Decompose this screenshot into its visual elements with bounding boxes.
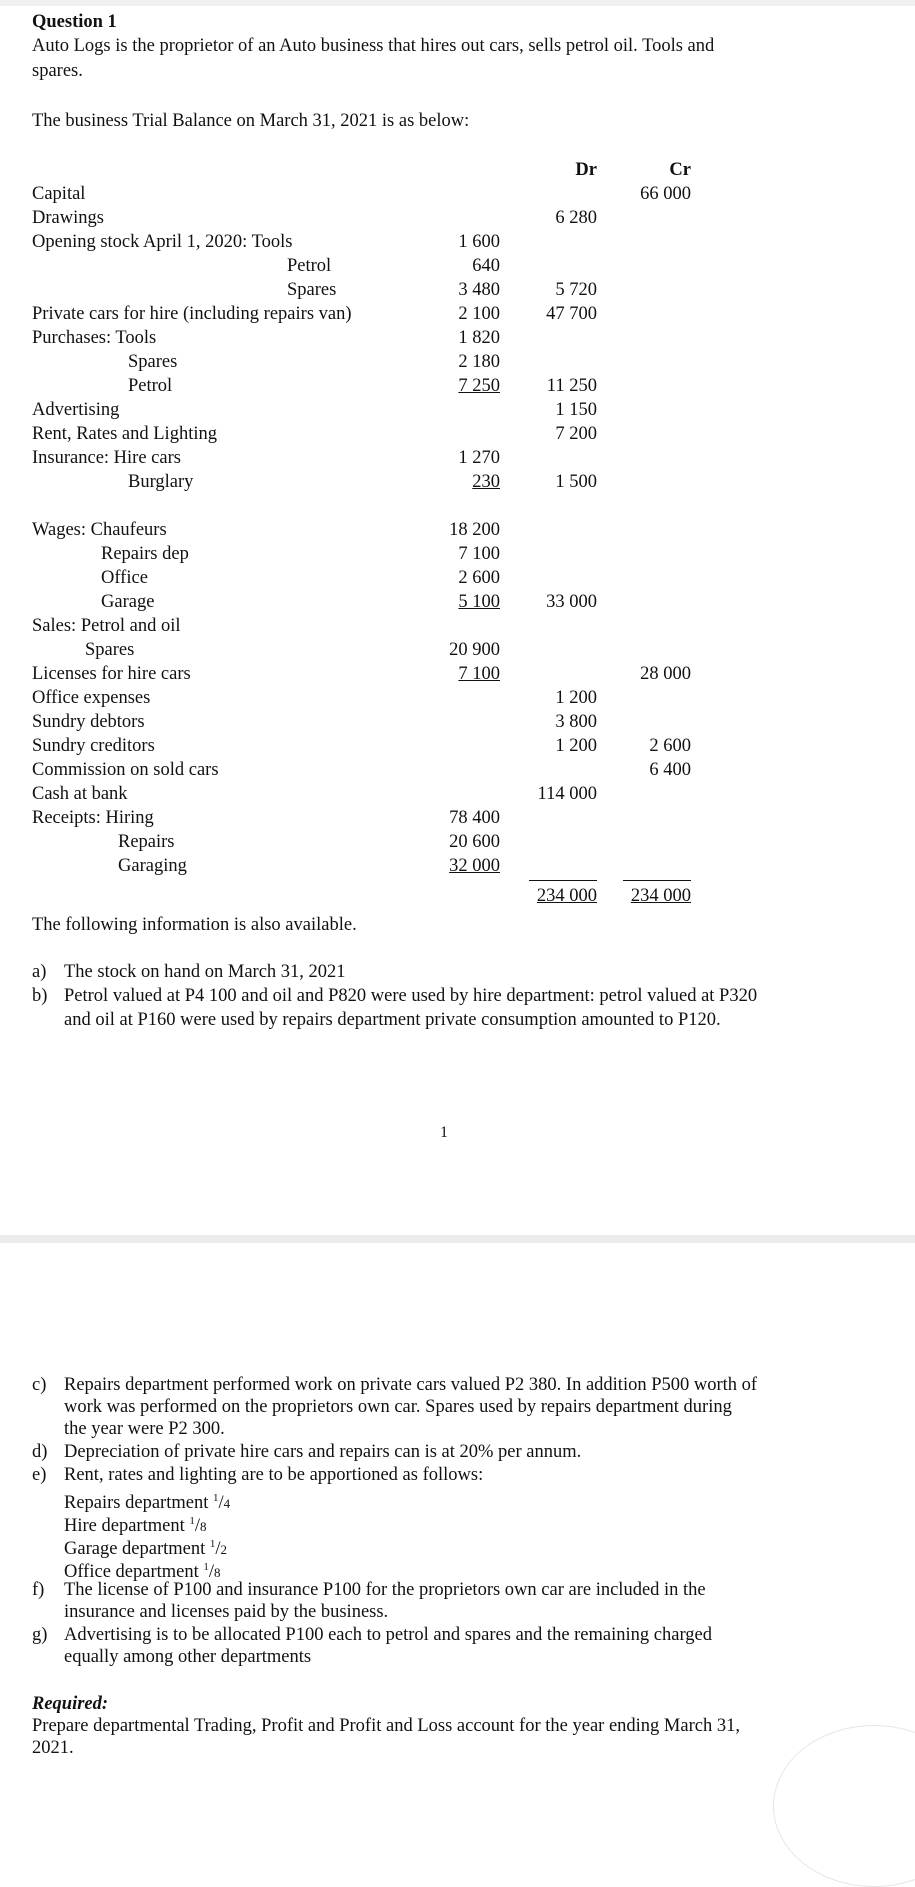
item-c-line: Repairs department performed work on private cars valued P2 380. In addition P500 worth of <box>64 1375 758 1395</box>
item-d-line: Depreciation of private hire cars and repairs can is at 20% per annum. <box>64 1442 582 1462</box>
tb-inner-value: 7 100 <box>458 664 500 684</box>
top-divider <box>0 0 915 6</box>
fraction-numerator: 1 <box>203 1561 209 1573</box>
tb-dr-value: 1 200 <box>555 736 597 756</box>
tb-row-label: Repairs dep <box>101 544 189 564</box>
tb-dr-value: 5 720 <box>555 280 597 300</box>
item-c-line: work was performed on the proprietors own car. Spares used by repairs department during <box>64 1397 732 1417</box>
item-marker-e: e) <box>32 1465 47 1485</box>
tb-row-label: Drawings <box>32 208 104 228</box>
tb-inner-value: 7 250 <box>458 376 500 396</box>
tb-inner-value: 18 200 <box>449 520 500 540</box>
trial-balance-intro: The business Trial Balance on March 31, 2021 is as below: <box>32 111 470 131</box>
tb-inner-value: 3 480 <box>458 280 500 300</box>
tb-dr-value: 114 000 <box>537 784 597 804</box>
fraction-denominator: 4 <box>223 1496 231 1511</box>
fraction-denominator: 8 <box>214 1565 221 1580</box>
tb-row-label: Rent, Rates and Lighting <box>32 424 217 444</box>
cr-column-header: Cr <box>669 160 691 180</box>
item-f-line: The license of P100 and insurance P100 for the proprietors own car are included in the <box>64 1580 706 1600</box>
item-b-line: and oil at P160 were used by repairs department private consumption amounted to P120. <box>64 1010 721 1030</box>
apportion-label: Hire department <box>64 1516 185 1536</box>
page-number: 1 <box>440 1124 448 1141</box>
tb-inner-value: 2 180 <box>458 352 500 372</box>
tb-row-label: Sundry creditors <box>32 736 155 756</box>
fraction-numerator: 1 <box>212 1492 219 1504</box>
item-marker-f: f) <box>32 1580 45 1600</box>
tb-inner-value: 230 <box>472 472 500 492</box>
item-c-line: the year were P2 300. <box>64 1419 225 1439</box>
tb-row-label: Licenses for hire cars <box>32 664 191 684</box>
tb-inner-value: 1 820 <box>458 328 500 348</box>
item-a-line: The stock on hand on March 31, 2021 <box>64 962 346 982</box>
tb-row-label: Private cars for hire (including repairs van) <box>32 304 352 324</box>
dr-column-header: Dr <box>575 160 597 180</box>
tb-cr-value: 2 600 <box>649 736 691 756</box>
tb-inner-value: 5 100 <box>458 592 500 612</box>
additional-info-heading: The following information is also available. <box>32 915 357 935</box>
apportion-label: Garage department <box>64 1539 206 1559</box>
cr-total-rule <box>623 880 691 881</box>
apportion-label: Office department <box>64 1562 199 1582</box>
item-g-line: equally among other departments <box>64 1647 312 1667</box>
tb-inner-value: 78 400 <box>449 808 500 828</box>
item-e-line: Rent, rates and lighting are to be apportioned as follows: <box>64 1465 484 1485</box>
tb-row-label: Spares <box>287 280 337 300</box>
tb-dr-value: 11 250 <box>546 376 597 396</box>
apportion-garage: Garage department $^1$/2 <box>64 1538 228 1559</box>
fraction-denominator: 2 <box>220 1542 228 1557</box>
question-title: Question 1 <box>32 12 117 32</box>
tb-cr-value: 6 400 <box>649 760 691 780</box>
tb-row-label: Sales: Petrol and oil <box>32 616 181 636</box>
tb-row-label: Office <box>101 568 148 588</box>
tb-row-label: Garaging <box>118 856 187 876</box>
tb-inner-value: 640 <box>472 256 500 276</box>
item-marker-g: g) <box>32 1625 48 1645</box>
tb-row-label: Capital <box>32 184 86 204</box>
tb-row-label: Petrol <box>287 256 332 276</box>
item-marker-b: b) <box>32 986 48 1006</box>
fraction-denominator: 8 <box>199 1519 207 1534</box>
tb-cr-value: 28 000 <box>640 664 691 684</box>
tb-row-label: Commission on sold cars <box>32 760 219 780</box>
tb-row-label: Purchases: Tools <box>32 328 157 348</box>
item-f-line: insurance and licenses paid by the business. <box>64 1602 389 1622</box>
tb-dr-value: 1 200 <box>555 688 597 708</box>
tb-inner-value: 32 000 <box>449 856 500 876</box>
tb-row-label: Petrol <box>128 376 173 396</box>
tb-dr-value: 3 800 <box>555 712 597 732</box>
item-marker-d: d) <box>32 1442 48 1462</box>
tb-row-label: Receipts: Hiring <box>32 808 154 828</box>
fraction-numerator: 1 <box>209 1538 216 1550</box>
tb-row-label: Garage <box>101 592 155 612</box>
apportion-hire: Hire department $^1$/8 <box>64 1515 207 1536</box>
tb-row-label: Insurance: Hire cars <box>32 448 181 468</box>
tb-row-label: Opening stock April 1, 2020: Tools <box>32 232 293 252</box>
intro-line-1: Auto Logs is the proprietor of an Auto business that hires out cars, sells petrol oil. Tools and <box>32 36 715 56</box>
item-b-line: Petrol valued at P4 100 and oil and P820 were used by hire department: petrol valued at P320 <box>64 986 758 1006</box>
tb-dr-value: 7 200 <box>555 424 597 444</box>
tb-inner-value: 20 600 <box>449 832 500 852</box>
tb-inner-value: 2 100 <box>458 304 500 324</box>
tb-cr-value: 66 000 <box>640 184 691 204</box>
tb-total-cr: 234 000 <box>630 886 691 906</box>
tb-dr-value: 1 500 <box>555 472 597 492</box>
tb-total-dr: 234 000 <box>536 886 597 906</box>
item-g-line: Advertising is to be allocated P100 each to petrol and spares and the remaining charged <box>64 1625 712 1645</box>
item-marker-c: c) <box>32 1375 47 1395</box>
fraction-numerator: 1 <box>189 1515 195 1527</box>
tb-inner-value: 1 270 <box>458 448 500 468</box>
tb-inner-value: 7 100 <box>458 544 500 564</box>
item-marker-a: a) <box>32 962 47 982</box>
required-heading: Required: <box>32 1694 109 1714</box>
apportion-label: Repairs department <box>64 1493 209 1513</box>
tb-row-label: Advertising <box>32 400 120 420</box>
required-line-2: 2021. <box>32 1738 74 1758</box>
tb-dr-value: 47 700 <box>546 304 597 324</box>
tb-inner-value: 1 600 <box>458 232 500 252</box>
tb-row-label: Repairs <box>118 832 175 852</box>
page-curl-decoration <box>773 1725 915 1887</box>
tb-dr-value: 6 280 <box>555 208 597 228</box>
intro-line-2: spares. <box>32 61 83 81</box>
tb-inner-value: 2 600 <box>458 568 500 588</box>
tb-row-label: Spares <box>85 640 135 660</box>
tb-row-label: Spares <box>128 352 178 372</box>
page-gap <box>0 1235 915 1243</box>
tb-dr-value: 33 000 <box>546 592 597 612</box>
tb-row-label: Cash at bank <box>32 784 128 804</box>
tb-row-label: Office expenses <box>32 688 151 708</box>
tb-row-label: Burglary <box>128 472 194 492</box>
tb-row-label: Sundry debtors <box>32 712 145 732</box>
apportion-repairs: Repairs department $^1$/4 <box>64 1492 231 1513</box>
apportion-office: Office department $^1$/8 <box>64 1561 221 1582</box>
tb-dr-value: 1 150 <box>555 400 597 420</box>
required-line-1: Prepare departmental Trading, Profit and Profit and Loss account for the year ending March 31, <box>32 1716 740 1736</box>
dr-total-rule <box>529 880 597 881</box>
tb-inner-value: 20 900 <box>449 640 500 660</box>
tb-row-label: Wages: Chaufeurs <box>32 520 167 540</box>
page-2 <box>0 1243 915 1817</box>
